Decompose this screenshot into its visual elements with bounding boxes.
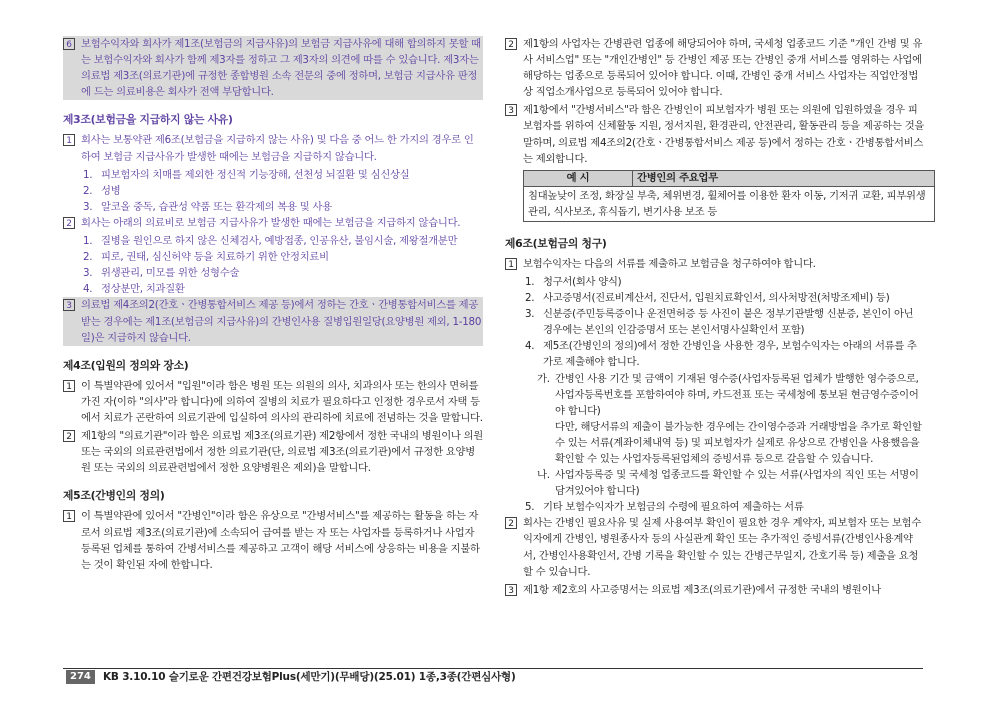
- para-text: 제1항의 사업자는 간병관련 업종에 해당되어야 하며, 국세청 업종코드 기준 "개인 간병 및 유사 서비스업" 또는 "개인간병인" 등 간병인 제공 또는 간병인 중개 서비스를 영위하는 사업에 해당하는 업종으로 등록되어 있어야 합니다. 이때, 간병인 중개 서비스 사업자는 직업안정법상 직업소개사업으로 등록되어 있어야 합니다.: [523, 38, 923, 99]
- item-marker: 가.: [537, 372, 550, 385]
- para-text: 보험수익자와 회사가 제1조(보험금의 지급사유)의 보험금 지급사유에 대해 합의하지 못할 때는 보험수익자와 회사가 함께 제3자를 정하고 그 제3자의 의견에 따를 수 있습니다. 제3자는 의료법 제3조(의료기관)에 규정한 종합병원 소속 전문의 중에 정하며, 보험금 지급사유 판정에 드는 의료비용은 회사가 전액 부담합니다.: [81, 38, 481, 99]
- article-4-title: 제4조(입원의 정의와 장소): [63, 358, 189, 372]
- para-text: 제1항 제2호의 사고증명서는 의료법 제3조(의료기관)에서 규정한 국내의 병원이나: [523, 583, 881, 596]
- sub-item-ga-extra: 다만, 해당서류의 제출이 불가능한 경우에는 간이영수증과 거래방법을 추가로 확인할 수 있는 서류(계좌이체내역 등) 및 피보험자가 실제로 유상으로 간병인을 사용했음을 확인할 수 있는 사업자등록된업체의 증빙서류 등으로 갈음할 수 있습니다.: [555, 420, 922, 465]
- item-text: 알코올 중독, 습관성 약품 또는 환각제의 복용 및 사용: [101, 200, 332, 213]
- art5-para-2: [505, 36, 925, 100]
- para-number: 6: [63, 38, 75, 50]
- para-number: 1: [505, 258, 517, 270]
- item-marker: 5.: [525, 501, 535, 514]
- list-item: [63, 281, 483, 297]
- item-marker: 1.: [83, 168, 93, 181]
- page-number: 274: [66, 670, 95, 684]
- para-text: 회사는 아래의 의료비로 보험금 지급사유가 발생한 때에는 보험금을 지급하지 않습니다.: [81, 216, 461, 229]
- list-item: [505, 290, 925, 306]
- para-text: 이 특별약관에 있어서 "입원"이라 함은 병원 또는 의원의 의사, 치과의사 또는 한의사 면허를 가진 자(이하 "의사"라 합니다)에 의하여 질병의 치료가 필요하다고 인정한 경우로서 자택 등에서 치료가 곤란하여 의료기관에 입실하여 의사의 관리하에 치료에 전념하는 것을 말합니다.: [81, 379, 483, 424]
- para-number: 2: [505, 38, 517, 50]
- para-number: 1: [63, 134, 75, 146]
- item-marker: 3.: [83, 267, 93, 280]
- list-item: [505, 338, 925, 370]
- item-text: 사업자등록증 및 국세청 업종코드를 확인할 수 있는 서류(사업자의 직인 또는 서명이 담겨있어야 합니다): [555, 469, 919, 498]
- item-text: 위생관리, 미모를 위한 성형수술: [101, 267, 240, 280]
- sub-item-ga: [505, 371, 925, 419]
- para-number: 3: [505, 584, 517, 596]
- item-marker: 1.: [525, 275, 535, 288]
- article-6-title: 제6조(보험금의 청구): [505, 236, 607, 250]
- table-header-duties: 간병인의 주요업무: [633, 170, 935, 186]
- table-header-row: [524, 170, 935, 186]
- sub-item-na: [505, 467, 925, 499]
- para-number: 1: [63, 510, 75, 522]
- list-item: [505, 499, 925, 515]
- caregiver-duties-table: [523, 170, 935, 222]
- art5-para-1: [63, 508, 483, 572]
- item-marker: 4.: [525, 340, 535, 353]
- item-marker: 3.: [83, 200, 93, 213]
- left-column: [63, 36, 483, 575]
- para-text: 이 특별약관에 있어서 "간병인"이라 함은 유상으로 "간병서비스"를 제공하는 활동을 하는 자로서 의료법 제3조(의료기관)에 소속되어 급여를 받는 자 또는 사업자를 등록하거나 사업자 등록된 업체를 통하여 간병서비스를 제공하고 고객이 해당 서비스에 상응하는 비용을 지불하는 것이 확인된 자에 한합니다.: [81, 510, 480, 571]
- list-item: [505, 306, 925, 338]
- article-3-title: 제3조(보험금을 지급하지 않는 사유): [63, 113, 233, 127]
- art3-para-1: [63, 132, 483, 164]
- item-marker: 2.: [525, 292, 535, 305]
- table-header-example: 예 시: [524, 170, 633, 186]
- para-text: 의료법 제4조의2(간호ㆍ간병통합서비스 제공 등)에서 정하는 간호ㆍ간병통합서비스를 제공받는 경우에는 제1조(보험금의 지급사유)의 간병인사용 질병입원일당(요양병원 제외, 1-180일)은 지급하지 않습니다.: [81, 299, 482, 344]
- list-item: [505, 274, 925, 290]
- para-text: 회사는 보통약관 제6조(보험금을 지급하지 않는 사유) 및 다음 중 어느 한 가지의 경우로 인하여 보험금 지급사유가 발생한 때에는 보험금을 지급하지 않습니다.: [81, 134, 474, 163]
- para-text: 보험수익자는 다음의 서류를 제출하고 보험금을 청구하여야 합니다.: [523, 257, 816, 270]
- para-number: 3: [63, 299, 75, 311]
- para-text: 제1항의 "의료기관"이라 함은 의료법 제3조(의료기관) 제2항에서 정한 국내의 병원이나 의원 또는 국외의 의료관련법에서 정한 의료기관(단, 의료법 제3조(의료기관)에서 규정한 요양병원 또는 국외의 의료관련법에서 정한 요양병원은 제외)을 말합니다.: [81, 430, 484, 475]
- footer-title: KB 3.10.10 슬기로운 간편건강보험Plus(세만기)(무배당)(25.01) 1종,3종(간편심사형): [103, 671, 516, 683]
- item-marker: 2.: [83, 251, 93, 264]
- list-item: [63, 199, 483, 215]
- table-cell: 침대높낮이 조정, 화장실 부축, 체위변경, 휠체어를 이용한 환자 이동, 기저귀 교환, 피부위생관리, 식사보조, 휴식돕기, 변기사용 보조 등: [524, 186, 935, 221]
- item-text: 피로, 권태, 심신허약 등을 치료하기 위한 안정치료비: [101, 251, 329, 264]
- item-text: 질병을 원인으로 하지 않은 신체검사, 예방접종, 인공유산, 불임시술, 제왕절개분만: [101, 235, 458, 248]
- para-text: 회사는 간병인 필요사유 및 실제 사용여부 확인이 필요한 경우 계약자, 피보험자 또는 보험수익자에게 간병인, 병원종사자 등의 사실관계 확인 또는 추가적인 증빙서류(간병인사용계약서, 간병인사용확인서, 간병 기록을 확인할 수 있는 간병근무일지, 간호기록 등) 제출을 요청할 수 있습니다.: [523, 517, 922, 578]
- item-text: 피보험자의 치매를 제외한 정신적 기능장해, 선천성 뇌질환 및 심신상실: [101, 168, 410, 181]
- list-item: [63, 183, 483, 199]
- para-number: 2: [505, 517, 517, 529]
- art4-para-1: [63, 378, 483, 426]
- item-text: 신분증(주민등록증이나 운전면허증 등 사진이 붙은 정부기관발행 신분증, 본인이 아닌 경우에는 본인의 인감증명서 또는 본인서명사실확인서 포함): [543, 308, 914, 337]
- art6-para-3: [505, 582, 925, 598]
- art2-para-6: [63, 36, 483, 100]
- item-text: 사고증명서(진료비계산서, 진단서, 입원치료확인서, 의사처방전(처방조제비) 등): [543, 292, 890, 305]
- page-footer: [63, 664, 923, 688]
- item-text: 간병인 사용 기간 및 금액이 기재된 영수증(사업자등록된 업체가 발행한 영수증으로, 사업자등록번호를 포함하여야 하며, 카드전표 또는 국세청에 통보된 현금영수증이어야 합니다): [555, 372, 919, 417]
- article-5-title: 제5조(간병인의 정의): [63, 489, 165, 503]
- right-column: [505, 36, 925, 600]
- art3-para-2: [63, 215, 483, 231]
- item-marker: 3.: [525, 308, 535, 321]
- item-text: 제5조(간병인의 정의)에서 정한 간병인을 사용한 경우, 보험수익자는 아래의 서류를 추가로 제출해야 합니다.: [543, 340, 917, 369]
- para-number: 2: [63, 217, 75, 229]
- item-text: 성병: [101, 184, 121, 197]
- item-marker: 1.: [83, 235, 93, 248]
- art6-para-2: [505, 515, 925, 579]
- item-text: 기타 보험수익자가 보험금의 수령에 필요하여 제출하는 서류: [543, 501, 804, 514]
- art3-para-3: [63, 297, 483, 345]
- art6-para-1: [505, 256, 925, 272]
- item-text: 청구서(회사 양식): [543, 275, 622, 288]
- para-text: 제1항에서 "간병서비스"라 함은 간병인이 피보험자가 병원 또는 의원에 입원하였을 경우 피보험자를 위하여 신체활동 지원, 정서지원, 환경관리, 안전관리, 활동관리 등을 제공하는 것을 말하며, 의료법 제4조의2(간호ㆍ간병통합서비스 제공 등)에서 정하는 간호ㆍ간병통합서비스는 제외합니다.: [523, 104, 925, 165]
- para-number: 1: [63, 380, 75, 392]
- footer-divider: [63, 668, 923, 669]
- item-marker: 2.: [83, 184, 93, 197]
- item-marker: 나.: [537, 469, 550, 482]
- art5-para-3: [505, 102, 925, 166]
- art4-para-2: [63, 428, 483, 476]
- item-text: 정상분만, 치과질환: [101, 283, 185, 296]
- para-number: 3: [505, 104, 517, 116]
- item-marker: 4.: [83, 283, 93, 296]
- table-row: [524, 186, 935, 221]
- list-item: [63, 167, 483, 183]
- list-item: [63, 249, 483, 265]
- list-item: [63, 233, 483, 249]
- list-item: [63, 265, 483, 281]
- para-number: 2: [63, 430, 75, 442]
